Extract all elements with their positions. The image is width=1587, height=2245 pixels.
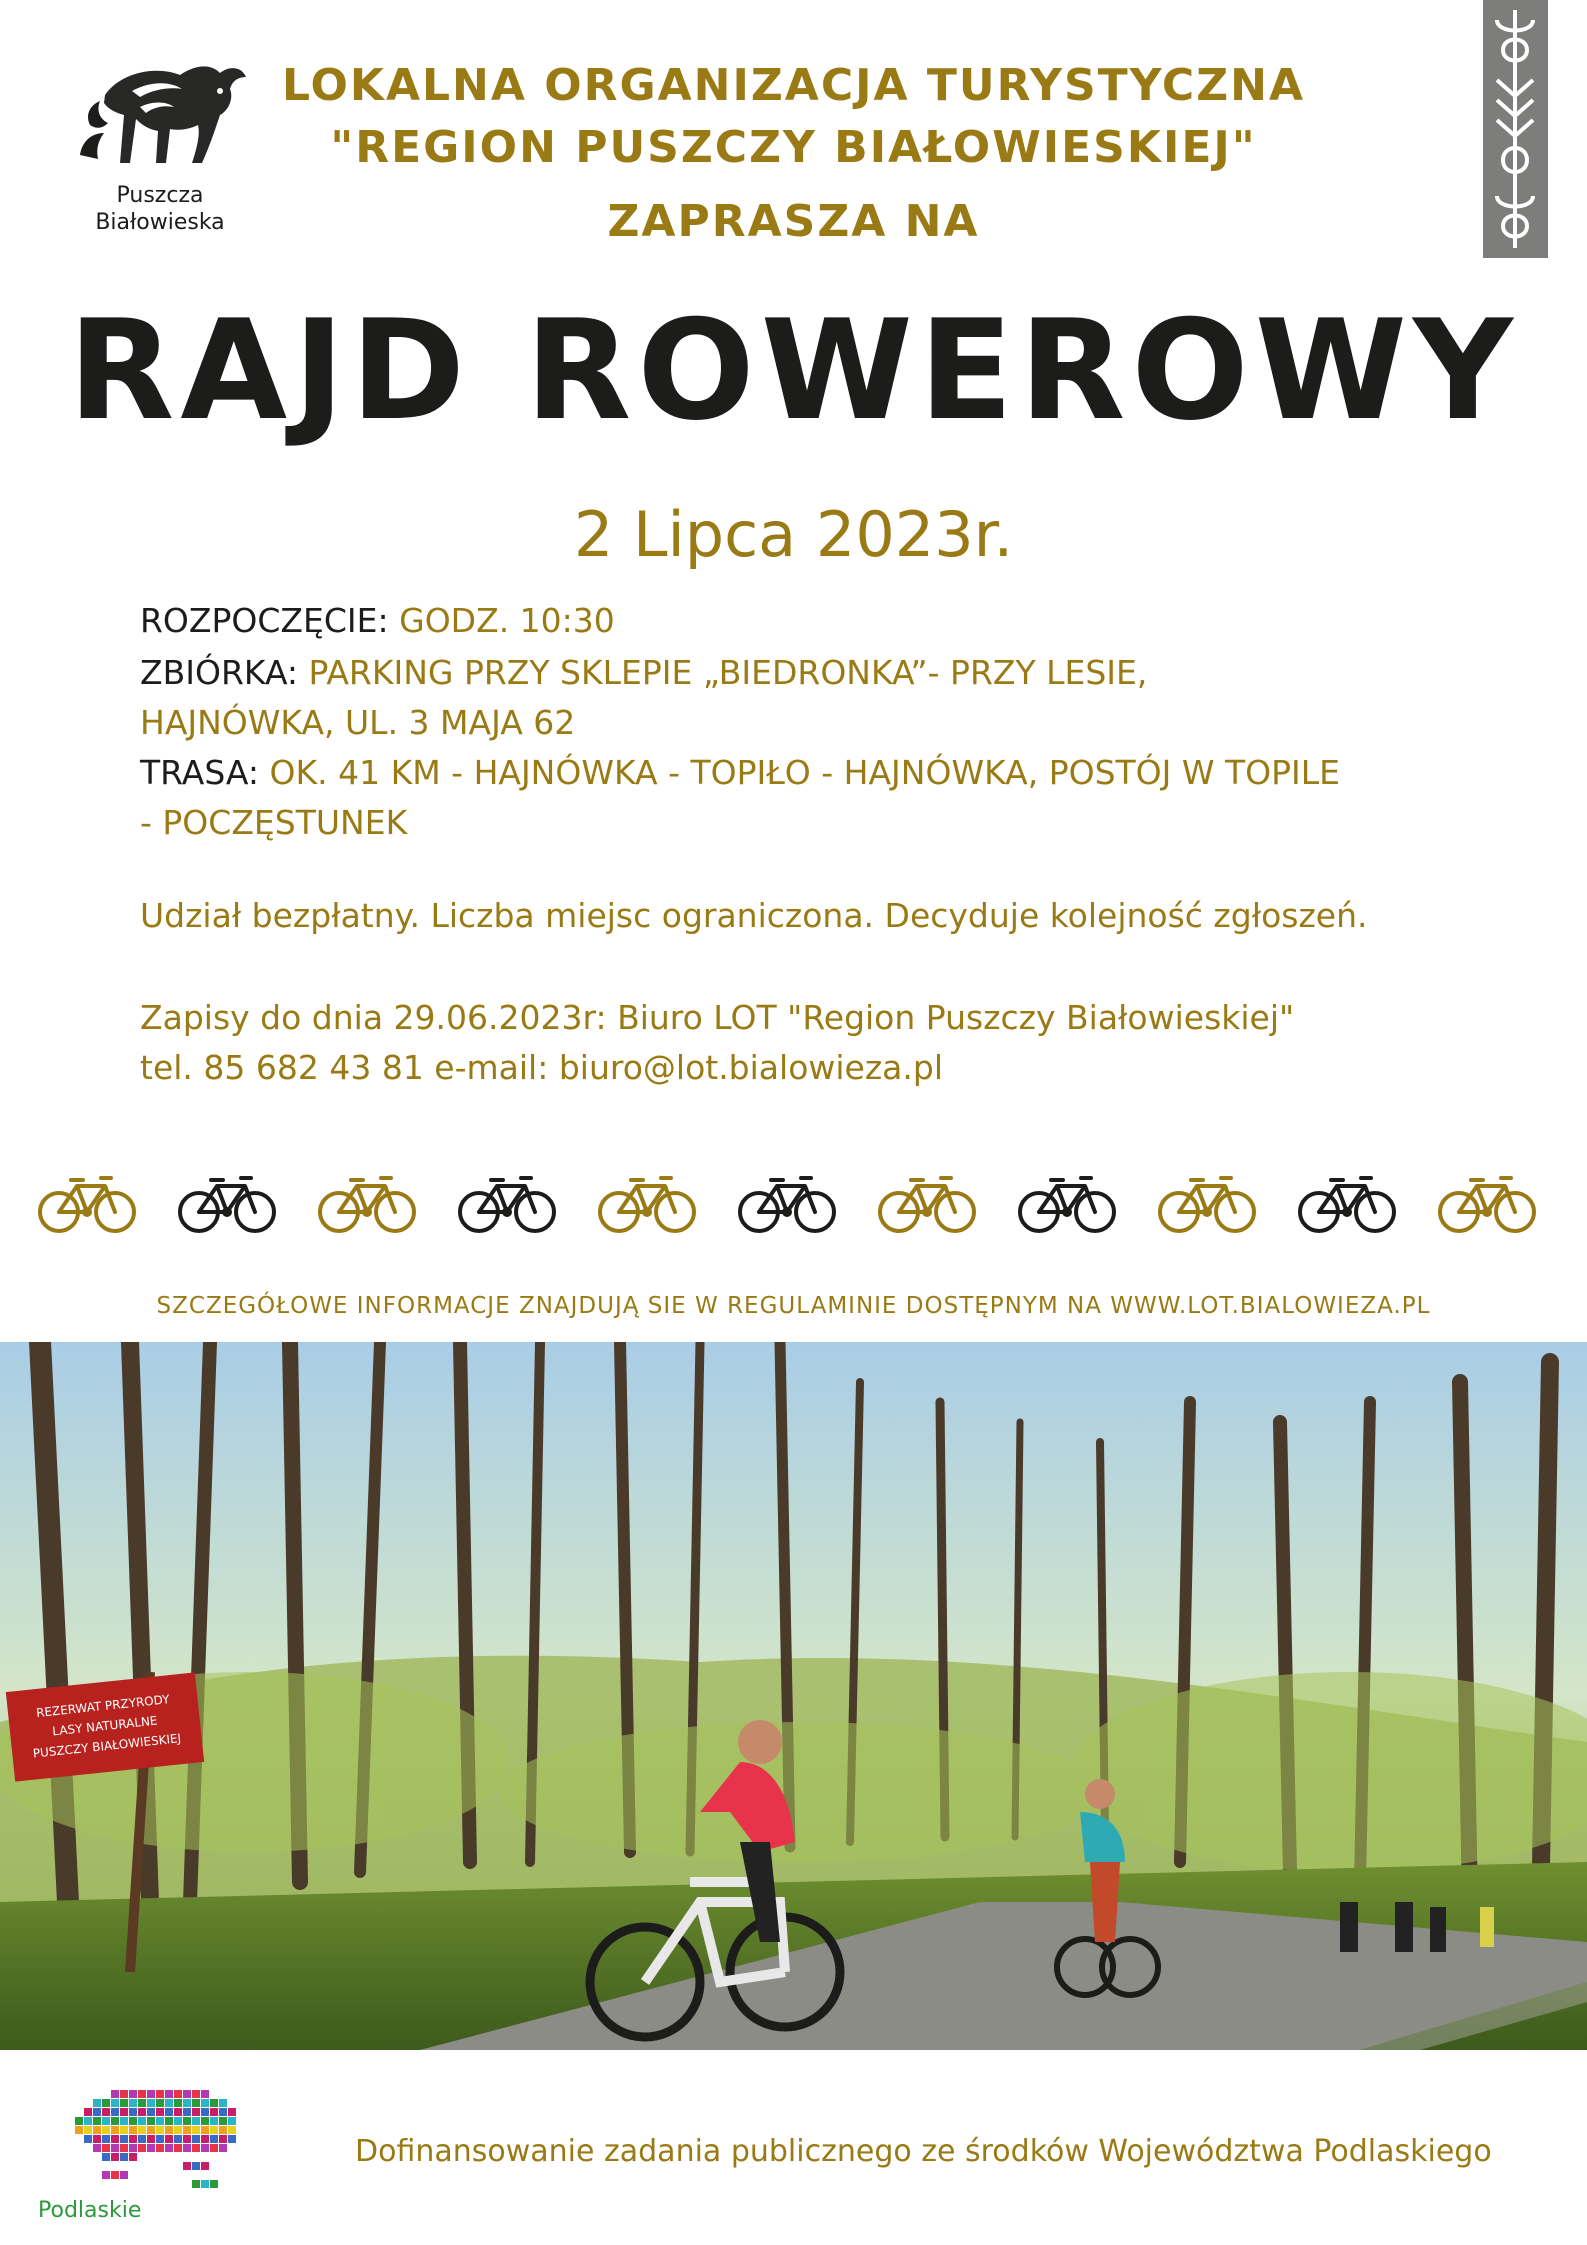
meeting-value-1: PARKING PRZY SKLEPIE „BIEDRONKA”- PRZY LESIE,	[298, 653, 1148, 692]
regulations-info: SZCZEGÓŁOWE INFORMACJE ZNAJDUJĄ SIE W REGULAMINIE DOSTĘPNYM NA WWW.LOT.BIALOWIEZA.PL	[156, 1293, 1431, 1319]
bicycle-icon	[175, 1170, 279, 1236]
bicycle-icon-row	[35, 1170, 1555, 1240]
podlaskie-bison-icon	[35, 2085, 285, 2205]
bicycle-icon	[1015, 1170, 1119, 1236]
bicycle-icon	[1155, 1170, 1259, 1236]
sign-line-1: REZERWAT PRZYRODY	[35, 1692, 171, 1721]
podlaskie-label: Podlaskie	[38, 2198, 142, 2223]
meeting-value-2: HAJNÓWKA, UL. 3 MAJA 62	[140, 703, 576, 742]
route-row-2	[140, 798, 407, 848]
route-label: TRASA:	[140, 753, 259, 792]
logo-line-1: Puszcza	[116, 183, 204, 208]
bicycle-icon	[35, 1170, 139, 1236]
bicycle-icon	[735, 1170, 839, 1236]
event-title: RAJD ROWEROWY	[68, 290, 1519, 451]
route-row	[140, 748, 1490, 798]
invite-line: ZAPRASZA NA	[607, 196, 980, 247]
region-name-line: "REGION PUSZCZY BIAŁOWIESKIEJ"	[330, 122, 1257, 173]
start-row	[140, 596, 615, 646]
start-label: ROZPOCZĘCIE:	[140, 601, 389, 640]
organizer-line: LOKALNA ORGANIZACJA TURYSTYCZNA	[281, 60, 1306, 111]
sign-line-2: LASY NATURALNE	[51, 1713, 159, 1739]
funding-note: Dofinansowanie zadania publicznego ze środków Województwa Podlaskiego	[355, 2134, 1492, 2169]
meeting-row-2	[140, 698, 575, 748]
logo-line-2: Białowieska	[95, 210, 225, 235]
participation-note: Udział bezpłatny. Liczba miejsc ograniczona. Decyduje kolejność zgłoszeń.	[140, 896, 1368, 935]
meeting-label: ZBIÓRKA:	[140, 653, 299, 692]
route-value-2: - POCZĘSTUNEK	[140, 803, 408, 842]
start-value: GODZ. 10:30	[388, 601, 615, 640]
forest-cyclists-photo	[0, 1342, 1587, 2050]
bicycle-icon	[595, 1170, 699, 1236]
bicycle-icon	[455, 1170, 559, 1236]
bicycle-icon	[315, 1170, 419, 1236]
bicycle-icon	[1295, 1170, 1399, 1236]
sign-line-3: PUSZCZY BIAŁOWIESKIEJ	[32, 1731, 182, 1761]
contact-note: tel. 85 682 43 81 e-mail: biuro@lot.bialowieza.pl	[140, 1048, 943, 1087]
signup-note: Zapisy do dnia 29.06.2023r: Biuro LOT "Region Puszczy Białowieskiej"	[140, 998, 1295, 1037]
route-value-1: OK. 41 KM - HAJNÓWKA - TOPIŁO - HAJNÓWKA, POSTÓJ W TOPILE	[259, 753, 1340, 792]
meeting-row	[140, 648, 1147, 698]
event-date: 2 Lipca 2023r.	[573, 498, 1014, 571]
bicycle-icon	[1435, 1170, 1539, 1236]
bicycle-icon	[875, 1170, 979, 1236]
